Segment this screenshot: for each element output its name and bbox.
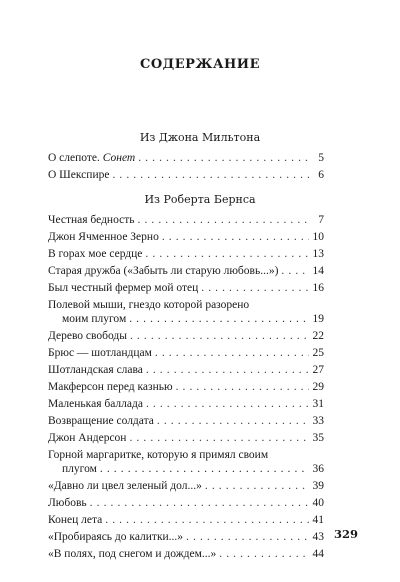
- toc-entry[interactable]: [48, 346, 324, 360]
- toc-entry[interactable]: [48, 213, 324, 227]
- toc-entry-page: 6: [318, 169, 324, 181]
- toc-entry-page: 35: [312, 432, 324, 444]
- leader-dots: [146, 397, 309, 411]
- toc-entry[interactable]: [48, 397, 324, 411]
- leader-dots: [100, 462, 309, 476]
- toc-entry-title: Честная бедность: [48, 214, 135, 226]
- toc-entry-page: 19: [312, 313, 324, 325]
- toc-entry[interactable]: [48, 431, 324, 445]
- toc-entry[interactable]: [48, 414, 324, 428]
- toc-entry-page: 5: [318, 152, 324, 164]
- leader-dots: [176, 380, 309, 394]
- leader-dots: [129, 431, 309, 445]
- toc-entry-title: Полевой мыши, гнездо которой разорено: [48, 299, 250, 311]
- toc-entry[interactable]: [48, 329, 324, 343]
- toc-entry-title-continuation: плугом: [62, 463, 97, 475]
- toc-entry-title: Макферсон перед казнью: [48, 381, 173, 393]
- toc-entry-page: 41: [312, 514, 324, 526]
- leader-dots: [130, 329, 309, 343]
- toc-entry-title: Дерево свободы: [48, 330, 127, 342]
- toc-entry-page: 40: [312, 497, 324, 509]
- toc-entry-title: О слепоте. Сонет: [48, 152, 136, 164]
- toc-entry-title: Любовь: [48, 497, 87, 509]
- toc-entry-page: 10: [312, 231, 324, 243]
- toc-entry-title: Джон Андерсон: [48, 432, 127, 444]
- toc-entry[interactable]: [48, 264, 324, 278]
- toc-entry-title: Горной маргаритке, которую я примял своим: [48, 449, 269, 461]
- leader-dots: [138, 213, 310, 227]
- toc-entry-page: 29: [312, 381, 324, 393]
- toc-entry[interactable]: [48, 513, 324, 527]
- toc-entry-title: Брюс — шотландцам: [48, 347, 152, 359]
- toc-entry-page: 43: [312, 531, 324, 543]
- toc-entry[interactable]: [48, 151, 324, 165]
- toc-entry-page: 25: [312, 347, 324, 359]
- toc-entry[interactable]: [48, 479, 324, 493]
- leader-dots: [155, 346, 309, 360]
- toc-entry-title: Конец лета: [48, 514, 103, 526]
- toc-entry-page: 16: [312, 282, 324, 294]
- toc-entry-title-continuation: моим плугом: [62, 313, 127, 325]
- toc-entry-page: 31: [312, 398, 324, 410]
- toc-entry[interactable]: [48, 530, 324, 544]
- toc-entry-page: 14: [312, 265, 324, 277]
- toc-entry-page: 44: [312, 548, 324, 560]
- toc-entry-page: 33: [312, 415, 324, 427]
- toc-entry-title: «Пробираясь до калитки...»: [48, 531, 184, 543]
- leader-dots: [157, 414, 309, 428]
- toc-entry[interactable]: [48, 496, 324, 510]
- toc-entry[interactable]: [48, 247, 324, 261]
- toc-entry-page: 39: [312, 480, 324, 492]
- leader-dots: [145, 247, 309, 261]
- toc-entry[interactable]: [48, 281, 324, 295]
- leader-dots: [219, 547, 309, 561]
- leader-dots: [186, 530, 309, 544]
- toc-entry-title: Маленькая баллада: [48, 398, 143, 410]
- toc-entry[interactable]: [48, 448, 324, 476]
- toc-entry-title: Шотландская слава: [48, 364, 143, 376]
- toc-entry[interactable]: [48, 363, 324, 377]
- toc-entry[interactable]: [48, 298, 324, 326]
- leader-dots: [201, 281, 309, 295]
- section-heading-burns: Из Роберта Бернса: [144, 193, 256, 206]
- toc-entry-page: 22: [312, 330, 324, 342]
- page-number: 329: [334, 527, 359, 541]
- section-heading-milton: Из Джона Мильтона: [139, 131, 261, 144]
- toc-entry[interactable]: [48, 168, 324, 182]
- toc-entry-page: 7: [318, 214, 324, 226]
- toc-entry-page: 13: [312, 248, 324, 260]
- toc-entry-title: Возвращение солдата: [48, 415, 154, 427]
- toc-entry-title: «Давно ли цвел зеленый дол...»: [48, 480, 202, 492]
- toc-entry-title: «В полях, под снегом и дождем...»: [48, 548, 217, 560]
- toc-entry[interactable]: [48, 380, 324, 394]
- toc-entry-title: Был честный фермер мой отец: [48, 282, 199, 294]
- toc-entry-title: Джон Ячменное Зерно: [48, 231, 159, 243]
- toc-entry-title: Старая дружба («Забыть ли старую любовь...»): [48, 265, 279, 277]
- leader-dots: [129, 312, 309, 326]
- leader-dots: [146, 363, 309, 377]
- toc-title: СОДЕРЖАНИЕ: [139, 57, 261, 72]
- toc-entry-title: В горах мое сердце: [48, 248, 143, 260]
- leader-dots: [90, 496, 309, 510]
- toc-list-burns: [48, 213, 324, 561]
- leader-dots: [112, 168, 309, 182]
- toc-entry[interactable]: [48, 547, 324, 561]
- leader-dots: [138, 151, 309, 165]
- leader-dots: [281, 264, 309, 278]
- toc-list-milton: [48, 151, 324, 182]
- toc-entry-page: 36: [312, 463, 324, 475]
- toc-entry[interactable]: [48, 230, 324, 244]
- toc-entry-page: 27: [312, 364, 324, 376]
- leader-dots: [205, 479, 309, 493]
- leader-dots: [105, 513, 309, 527]
- toc-entry-title: О Шекспире: [48, 169, 110, 181]
- leader-dots: [162, 230, 309, 244]
